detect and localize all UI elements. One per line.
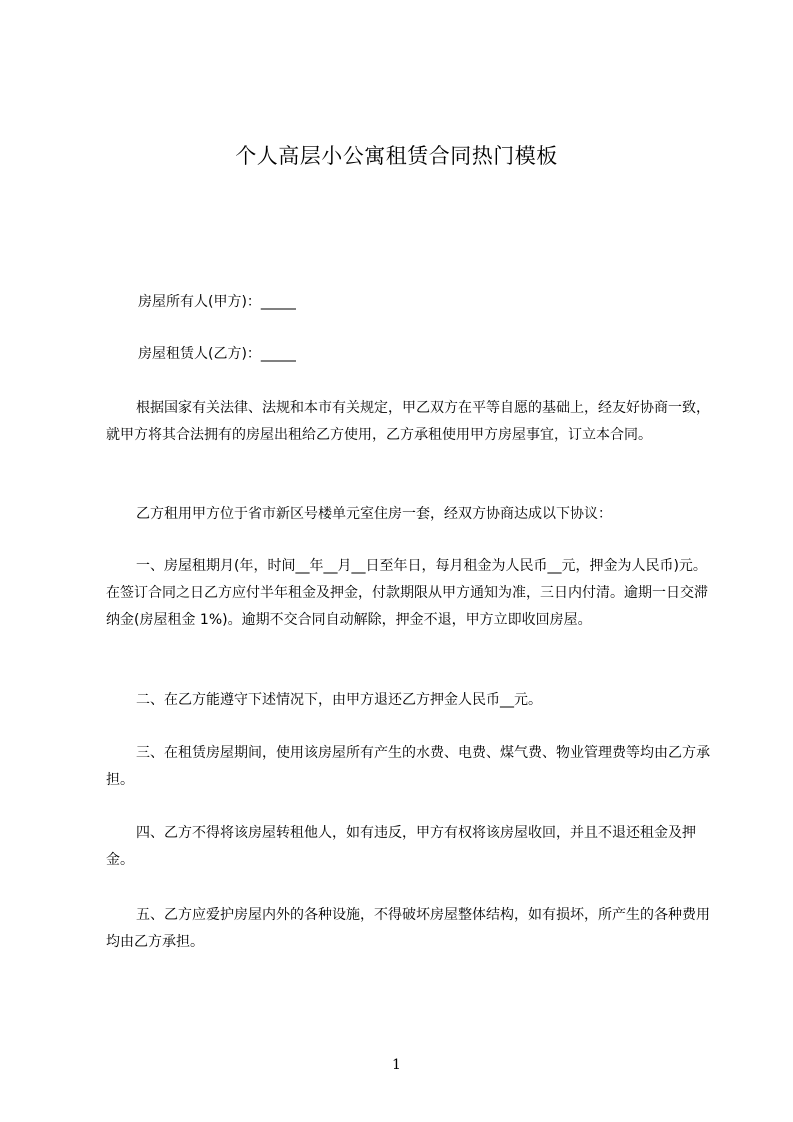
contract-paragraph <box>106 902 710 956</box>
paragraph-text: 二、在乙方能遵守下述情况下，由甲方退还乙方押金人民币__元。 <box>136 692 542 708</box>
document-title: 个人高层小公寓租赁合同热门模板 <box>235 144 558 168</box>
tenant-line: 房屋租赁人(乙方)：_____ <box>138 346 296 362</box>
contract-paragraph <box>106 687 710 714</box>
contract-paragraph <box>106 501 710 528</box>
paragraph-text: 乙方租用甲方位于省市新区号楼单元室住房一套，经双方协商达成以下协议： <box>136 506 612 522</box>
contract-paragraph <box>106 553 710 634</box>
contract-paragraph <box>106 395 710 449</box>
contract-paragraph <box>106 740 710 794</box>
paragraph-text: 四、乙方不得将该房屋转租他人，如有违反，甲方有权将该房屋收回，并且不退还租金及押金。 <box>106 825 696 868</box>
paragraph-text: 五、乙方应爱护房屋内外的各种设施，不得破坏房屋整体结构，如有损坏，所产生的各种费用均由乙方承担。 <box>106 907 710 950</box>
contract-paragraph <box>106 820 710 874</box>
paragraph-text: 三、在租赁房屋期间，使用该房屋所有产生的水费、电费、煤气费、物业管理费等均由乙方承担。 <box>106 745 710 788</box>
paragraph-text: 根据国家有关法律、法规和本市有关规定，甲乙双方在平等自愿的基础上，经友好协商一致，就甲方将其合法拥有的房屋出租给乙方使用，乙方承租使用甲方房屋事宜，订立本合同。 <box>106 400 710 443</box>
paragraph-text: 一、房屋租期月(年，时间__年__月__日至年日，每月租金为人民币__元，押金为人民币)元。在签订合同之日乙方应付半年租金及押金，付款期限从甲方通知为准，三日内付清。逾期一日交滞纳金(房屋租金 1%)。逾期不交合同自动解除，押金不退，甲方立即收回房屋。 <box>106 558 708 628</box>
landlord-line: 房屋所有人(甲方)：_____ <box>138 294 296 310</box>
page-number: 1 <box>392 1057 401 1073</box>
